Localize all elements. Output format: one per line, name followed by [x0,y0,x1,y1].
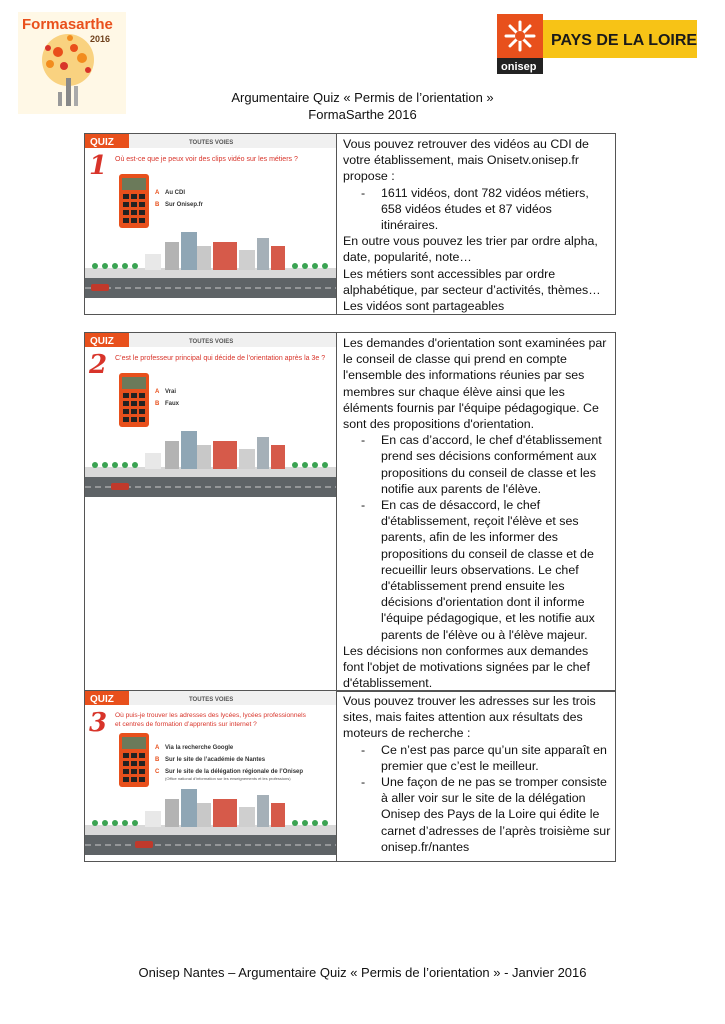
svg-text:PAYS DE LA LOIRE: PAYS DE LA LOIRE [551,32,697,49]
paragraph: Les décisions non conformes aux demandes font l'objet de motivations signées par le chef d'établissement. [343,643,590,691]
quiz-badge: QUIZ [90,336,114,347]
answer-letter: B [155,757,160,763]
bullet-item: - En cas de désaccord, le chef d'établissement, reçoit l'élève et ses parents, afin de les informer des propositions du conseil de classe et de recueillir leurs observations. Le chef d'établissement prend ensuite les décisions d'orientation dont il informe l'équipe pédagogique, et les notifie aux parents de l'élève ou à l'élève majeur. [381,497,611,643]
document-title: Argumentaire Quiz « Permis de l’orientation » [231,90,494,105]
quiz-badge: QUIZ [90,694,114,705]
paragraph: Les vidéos sont partageables [343,299,505,314]
paragraph: En outre vous pouvez les trier par ordre alpha, date, popularité, note… [343,234,598,265]
answer-note: (Office national d’information sur les enseignements et les professions) [165,776,291,781]
quiz-number: 2 [89,350,108,380]
answer-text: Sur le site de la délégation régionale de l’Onisep [165,769,304,775]
quiz-answer-text-2 [337,333,616,692]
paragraph: Vous pouvez trouver les adresses sur les trois sites, mais faites attention aux résultats des moteurs de recherche : [343,694,596,741]
paragraph: Vous pouvez retrouver des vidéos au CDI de votre établissement, mais Onisetv.onisep.fr propose : [343,137,589,184]
answer-letter: A [155,745,160,751]
answer-text: Au CDI [165,190,185,196]
quiz-slide-cell [85,333,337,692]
quiz-number: 3 [89,708,108,738]
paragraph: Les métiers sont accessibles par ordre alphabétique, par secteur d’activités, thèmes… [343,266,601,297]
quiz-slide-3 [85,691,336,861]
page-footer: Onisep Nantes – Argumentaire Quiz « Permis de l’orientation » - Janvier 2016 [138,965,587,980]
answer-letter: B [155,401,160,407]
quiz-category: TOUTES VOIES [189,339,234,345]
quiz-table-1 [84,133,616,315]
document-subtitle: FormaSarthe 2016 [308,107,417,122]
answer-text: Sur le site de l’académie de Nantes [165,757,266,763]
quiz-badge: QUIZ [90,137,114,148]
bullet-list [343,185,611,234]
quiz-number: 1 [89,151,108,181]
quiz-question-line: C’est le professeur principal qui décide de l’orientation après la 3e ? [115,355,326,362]
bullet-item: - 1611 vidéos, dont 782 vidéos métiers, 658 vidéos études et 87 vidéos itinéraires. [381,185,611,234]
calculator-icon [119,733,149,787]
answer-text: Vrai [165,389,177,395]
quiz-slide-1 [85,134,336,304]
quiz-category: TOUTES VOIES [189,697,234,703]
car-icon [91,284,109,291]
bullet-list [343,432,611,643]
paragraph: Les demandes d'orientation sont examinées par le conseil de classe qui prend en compte l'ensemble des informations réunies par ses membres sur chaque élève ainsi que les éléments fournis par l'équipe pédagogique. Ce sont des propositions d'orientation. [343,336,607,432]
bullet-item: - Une façon de ne pas se tromper consiste à aller voir sur le site de la délégation Onisep des Pays de la Loire qui édite le carnet d’adresses de l’après troisième sur onisep.fr/nantes [381,774,611,855]
svg-text:onisep: onisep [501,61,537,73]
car-icon [135,841,153,848]
answer-text: Sur Onisep.fr [165,202,204,208]
quiz-question-line: Où est-ce que je peux voir des clips vidéo sur les métiers ? [115,156,298,163]
quiz-table-2 [84,332,616,692]
quiz-table-3 [84,690,616,862]
answer-text: Via la recherche Google [165,745,234,751]
answer-letter: A [155,389,160,395]
svg-text:Formasarthe: Formasarthe [22,16,113,33]
svg-text:2016: 2016 [90,34,111,44]
bullet-item: - Ce n’est pas parce qu’un site apparaît en premier que c’est le meilleur. [381,742,611,774]
pays-de-la-loire-onisep-logo [497,14,697,80]
bullet-item: - En cas d’accord, le chef d'établissement prend ses décisions conformément aux propositions du conseil de classe et les notifie aux parents de l'élève. [381,432,611,497]
car-icon [111,483,129,490]
calculator-icon [119,373,149,427]
quiz-slide-cell [85,691,337,862]
answer-letter: B [155,202,160,208]
calculator-icon [119,174,149,228]
quiz-answer-text-1 [337,134,616,315]
quiz-category: TOUTES VOIES [189,140,234,146]
quiz-question-line: Où puis-je trouver les adresses des lycées, lycées professionnels [115,712,306,719]
answer-text: Faux [165,401,180,407]
quiz-answer-text-3 [337,691,616,862]
quiz-question-line: et centres de formation d’apprentis sur internet ? [115,721,257,728]
quiz-slide-cell [85,134,337,315]
quiz-slide-2 [85,333,336,503]
answer-letter: A [155,190,160,196]
answer-letter: C [155,769,160,775]
bullet-list [343,742,611,855]
